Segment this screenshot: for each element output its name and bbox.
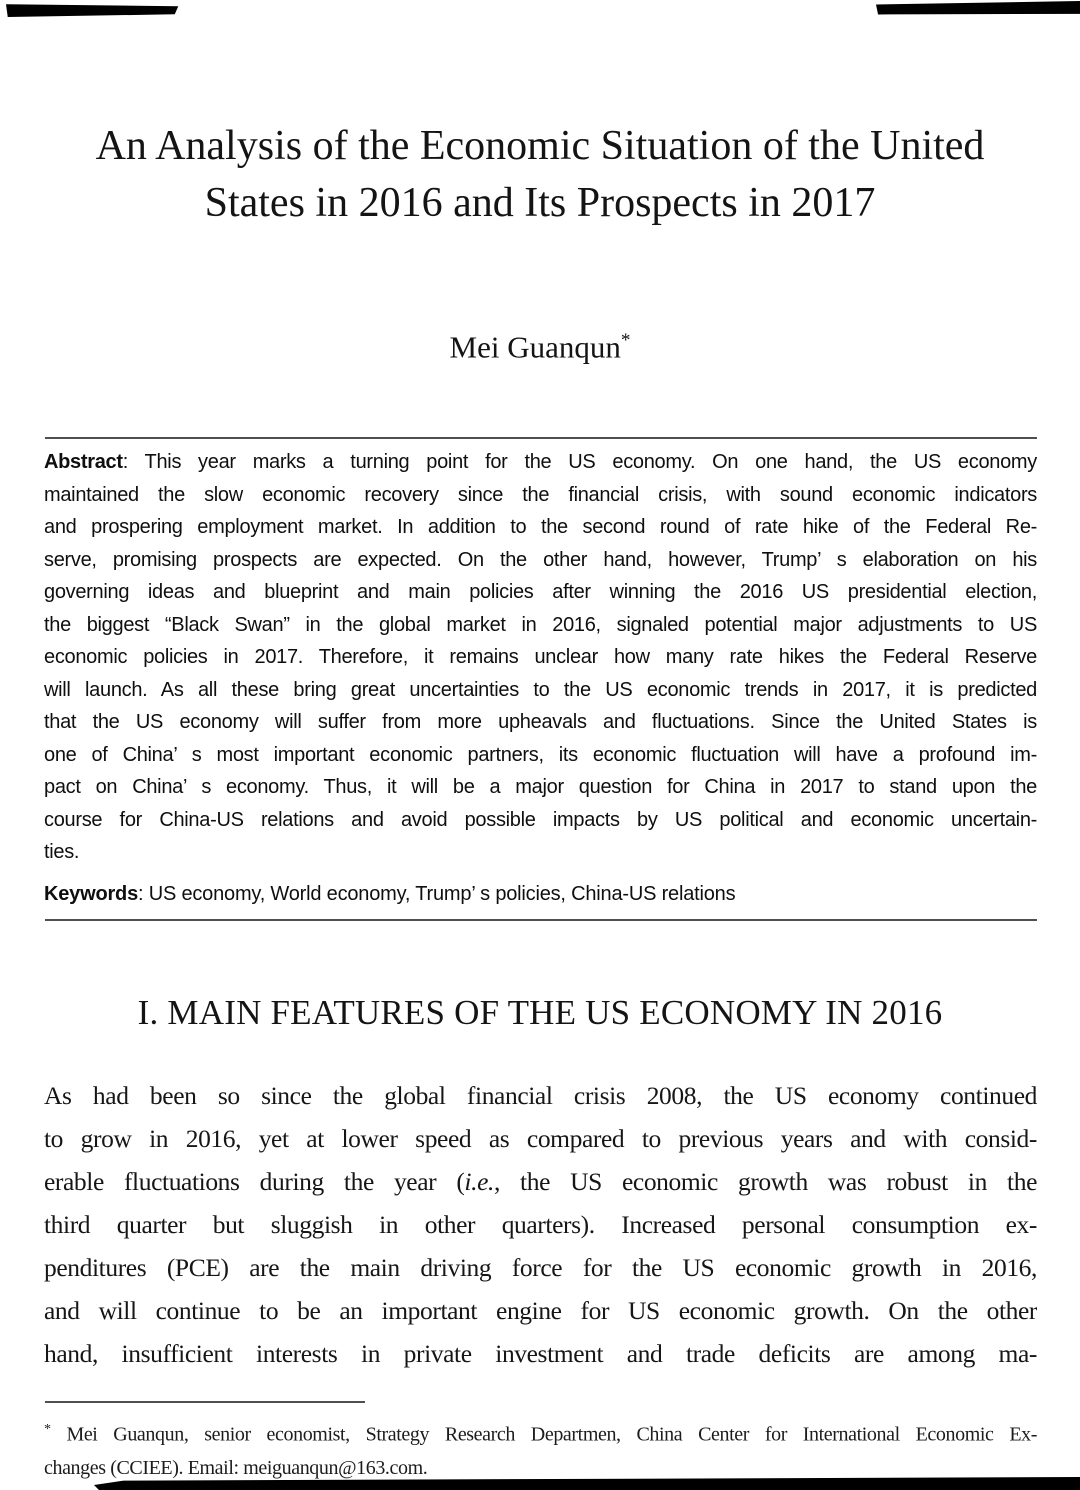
scan-artifact-top-left xyxy=(6,2,180,17)
abstract-line: one of China’ s most important economic partners, its economic fluctuation will have a profound im- xyxy=(44,743,1037,766)
abstract-line xyxy=(44,446,1037,479)
abstract-line: governing ideas and blueprint and main policies after winning the 2016 US presidential election, xyxy=(44,581,1037,603)
body-line: and will continue to be an important engine for US economic growth. On the other xyxy=(44,1296,1037,1325)
body-line: penditures (PCE) are the main driving force for the US economic growth in 2016, xyxy=(44,1253,1037,1282)
abstract-top-rule xyxy=(45,437,1037,439)
body-line3-italic: i.e. xyxy=(464,1167,494,1196)
abstract-last-line: ties. xyxy=(44,841,80,863)
abstract-line: the biggest “Black Swan” in the global market in 2016, signaled potential major adjustments to US xyxy=(44,613,1037,636)
footnote-rule xyxy=(45,1401,365,1403)
keywords-text: : US economy, World economy, Trump’ s policies, China-US relations xyxy=(138,883,736,905)
body-line: hand, insufficient interests in private investment and trade deficits are among ma- xyxy=(44,1339,1037,1368)
abstract-line: that the US economy will suffer from more upheavals and fluctuations. Since the United States is xyxy=(44,711,1037,733)
abstract-line1-text: : This year marks a turning point for the US economy. On one hand, the US economy xyxy=(122,451,1037,473)
paper-title xyxy=(0,118,1080,232)
scan-artifact-top-right xyxy=(876,1,1080,15)
footnote-line xyxy=(44,1410,1037,1449)
abstract-line: course for China-US relations and avoid possible impacts by US political and economic uncertain- xyxy=(44,808,1037,831)
author-footnote-marker: * xyxy=(620,330,631,351)
body-line: As had been so since the global financial crisis 2008, the US economy continued xyxy=(44,1081,1037,1110)
body-line: third quarter but sluggish in other quarters). Increased personal consumption ex- xyxy=(44,1210,1037,1239)
footnote-block xyxy=(44,1410,1037,1488)
body-line3-after: , the US economic growth was robust in the xyxy=(493,1167,1037,1196)
paper-title-line1: An Analysis of the Economic Situation of the United xyxy=(95,123,985,169)
footnote-line: changes (CCIEE). Email: meiguanqun@163.com. xyxy=(44,1457,428,1479)
keywords-label: Keywords xyxy=(44,883,138,905)
abstract-line: maintained the slow economic recovery since the financial crisis, with sound economic indicators xyxy=(44,483,1037,506)
body-line xyxy=(44,1160,1037,1203)
keywords-line xyxy=(44,878,1037,911)
abstract-block xyxy=(44,446,1037,869)
section-heading: I. MAIN FEATURES OF THE US ECONOMY IN 2016 xyxy=(137,993,943,1032)
abstract-line: economic policies in 2017. Therefore, it remains unclear how many rate hikes the Federal Reserve xyxy=(44,646,1037,668)
abstract-line: pact on China’ s economy. Thus, it will be a major question for China in 2017 to stand upon the xyxy=(44,776,1037,798)
author-line xyxy=(0,321,1080,367)
abstract-line: will launch. As all these bring great uncertainties to the US economic trends in 2017, it is predicted xyxy=(44,678,1037,701)
footnote-marker: * xyxy=(44,1422,51,1437)
footnote-line1-text: Mei Guanqun, senior economist, Strategy Research Departmen, China Center for International Economic Ex- xyxy=(50,1423,1037,1446)
abstract-line: and prospering employment market. In addition to the second round of rate hike of the Federal Re- xyxy=(44,516,1037,538)
body-line: to grow in 2016, yet at lower speed as compared to previous years and with consid- xyxy=(44,1124,1037,1153)
abstract-label: Abstract xyxy=(44,451,123,473)
paper-title-line2: States in 2016 and Its Prospects in 2017 xyxy=(204,180,876,226)
body-paragraph xyxy=(44,1074,1037,1375)
body-line3-before: erable fluctuations during the year ( xyxy=(44,1167,465,1196)
abstract-line: serve, promising prospects are expected. On the other hand, however, Trump’ s elaboration on his xyxy=(44,548,1037,571)
author-name: Mei Guanqun xyxy=(449,329,621,365)
abstract-bottom-rule xyxy=(45,919,1037,921)
